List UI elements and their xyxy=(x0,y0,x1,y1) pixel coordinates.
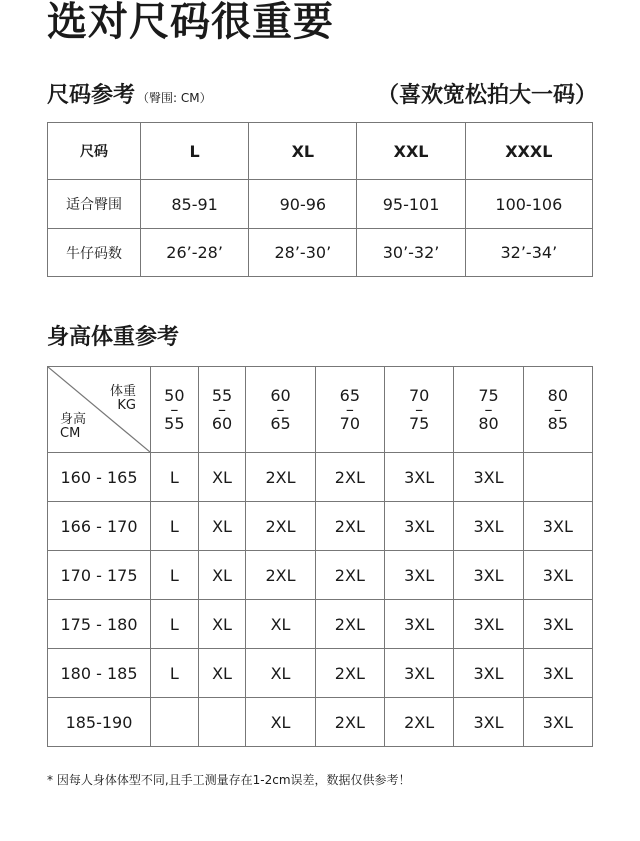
weight-max: 80 xyxy=(478,413,499,433)
size-cell: XL xyxy=(246,698,315,747)
size-cell: 3XL xyxy=(454,698,523,747)
size-row-label: 牛仔码数 xyxy=(48,229,141,277)
weight-min: 80 xyxy=(547,385,568,405)
hw-corner-weight xyxy=(110,385,136,413)
hw-row xyxy=(48,453,593,502)
size-cell: XL xyxy=(198,649,246,698)
size-section-header xyxy=(47,78,597,108)
size-cell: 28’-30’ xyxy=(249,229,357,277)
hw-corner-height-unit: CM xyxy=(60,426,81,441)
size-cell: XL xyxy=(198,551,246,600)
height-range-cell: 180 - 185 xyxy=(48,649,151,698)
height-weight-table xyxy=(47,366,593,747)
weight-range-header xyxy=(523,367,592,453)
size-cell: 2XL xyxy=(246,453,315,502)
size-cell: L xyxy=(151,600,199,649)
size-cell: 2XL xyxy=(315,453,384,502)
size-cell: L xyxy=(151,551,199,600)
weight-max: 75 xyxy=(408,413,430,433)
size-cell: 3XL xyxy=(454,600,523,649)
size-cell: 3XL xyxy=(523,698,592,747)
size-cell: 3XL xyxy=(523,502,592,551)
weight-min: 65 xyxy=(339,385,361,405)
size-cell: 30’-32’ xyxy=(357,229,465,277)
weight-min: 60 xyxy=(270,385,291,405)
weight-range-header xyxy=(315,367,384,453)
size-section-note: （臀围: CM） xyxy=(137,91,212,105)
size-cell xyxy=(523,453,592,502)
weight-range-header xyxy=(198,367,246,453)
weight-max: 85 xyxy=(547,413,568,433)
size-header-cell: XXL xyxy=(357,123,465,180)
size-cell: 3XL xyxy=(523,551,592,600)
size-cell: 3XL xyxy=(454,551,523,600)
weight-min: 55 xyxy=(211,385,233,405)
size-cell: L xyxy=(151,502,199,551)
hw-row xyxy=(48,551,593,600)
size-section-heading: 尺码参考 xyxy=(47,83,136,108)
weight-max: 55 xyxy=(164,413,185,433)
range-dash: – xyxy=(218,399,226,419)
range-dash: – xyxy=(553,399,562,419)
weight-range-header xyxy=(151,367,199,453)
range-dash: – xyxy=(170,399,179,419)
size-cell: 32’-34’ xyxy=(465,229,592,277)
size-cell: 85-91 xyxy=(141,180,249,229)
size-advice: （喜欢宽松拍大一码） xyxy=(376,83,597,108)
hw-corner-cell xyxy=(48,367,151,453)
hw-corner-weight-label: 体重 xyxy=(109,384,136,399)
size-cell: 2XL xyxy=(315,551,384,600)
height-range-cell: 166 - 170 xyxy=(48,502,151,551)
range-dash: – xyxy=(415,399,424,419)
size-row-jeans xyxy=(48,229,593,277)
size-header-cell: L xyxy=(141,123,249,180)
height-range-cell: 160 - 165 xyxy=(48,453,151,502)
size-cell: 3XL xyxy=(385,502,454,551)
weight-max: 60 xyxy=(211,413,233,433)
size-cell: 3XL xyxy=(454,453,523,502)
size-cell xyxy=(151,698,199,747)
weight-max: 70 xyxy=(339,413,361,433)
weight-min: 50 xyxy=(164,385,185,405)
size-table xyxy=(47,122,593,277)
size-header-label: 尺码 xyxy=(48,123,141,180)
height-range-cell: 185-190 xyxy=(48,698,151,747)
size-header-row xyxy=(48,123,593,180)
size-cell: 3XL xyxy=(454,649,523,698)
size-cell: 3XL xyxy=(523,649,592,698)
size-cell: XL xyxy=(246,600,315,649)
size-row-hip xyxy=(48,180,593,229)
size-cell: 3XL xyxy=(523,600,592,649)
size-cell: 3XL xyxy=(385,600,454,649)
size-cell: 100-106 xyxy=(465,180,592,229)
size-cell: 2XL xyxy=(246,502,315,551)
size-cell: XL xyxy=(198,453,246,502)
height-range-cell: 175 - 180 xyxy=(48,600,151,649)
weight-range-header xyxy=(385,367,454,453)
size-cell: XL xyxy=(246,649,315,698)
hw-corner-weight-unit: KG xyxy=(117,398,136,413)
size-cell: 3XL xyxy=(385,453,454,502)
hw-row xyxy=(48,649,593,698)
size-cell: L xyxy=(151,649,199,698)
range-dash: – xyxy=(276,399,285,419)
size-cell: 26’-28’ xyxy=(141,229,249,277)
size-cell: 3XL xyxy=(385,649,454,698)
size-cell: 2XL xyxy=(315,600,384,649)
range-dash: – xyxy=(484,399,493,419)
page-title: 选对尺码很重要 xyxy=(47,0,334,45)
size-cell: L xyxy=(151,453,199,502)
hw-row xyxy=(48,698,593,747)
size-row-label: 适合臀围 xyxy=(48,180,141,229)
size-cell: 90-96 xyxy=(249,180,357,229)
hw-corner-height xyxy=(60,413,86,441)
height-range-cell: 170 - 175 xyxy=(48,551,151,600)
size-cell: 2XL xyxy=(315,502,384,551)
weight-range-header xyxy=(246,367,315,453)
hw-corner-height-label: 身高 xyxy=(60,412,87,427)
size-cell: 2XL xyxy=(315,698,384,747)
weight-max: 65 xyxy=(270,413,291,433)
weight-range-header xyxy=(454,367,523,453)
hw-row xyxy=(48,502,593,551)
size-header-cell: XL xyxy=(249,123,357,180)
hw-row xyxy=(48,600,593,649)
size-cell: 95-101 xyxy=(357,180,465,229)
footnote: * 因每人身体体型不同,且手工测量存在1-2cm误差，数据仅供参考！ xyxy=(47,773,411,787)
size-cell: XL xyxy=(198,600,246,649)
hw-header-row xyxy=(48,367,593,453)
size-cell: 3XL xyxy=(454,502,523,551)
size-cell: XL xyxy=(198,502,246,551)
weight-min: 70 xyxy=(408,385,430,405)
size-cell: 2XL xyxy=(315,649,384,698)
size-cell xyxy=(198,698,246,747)
size-cell: 3XL xyxy=(385,551,454,600)
size-cell: 2XL xyxy=(385,698,454,747)
size-cell: 2XL xyxy=(246,551,315,600)
size-header-cell: XXXL xyxy=(465,123,592,180)
hw-section-heading: 身高体重参考 xyxy=(47,325,180,350)
range-dash: – xyxy=(345,399,354,419)
weight-min: 75 xyxy=(478,385,499,405)
